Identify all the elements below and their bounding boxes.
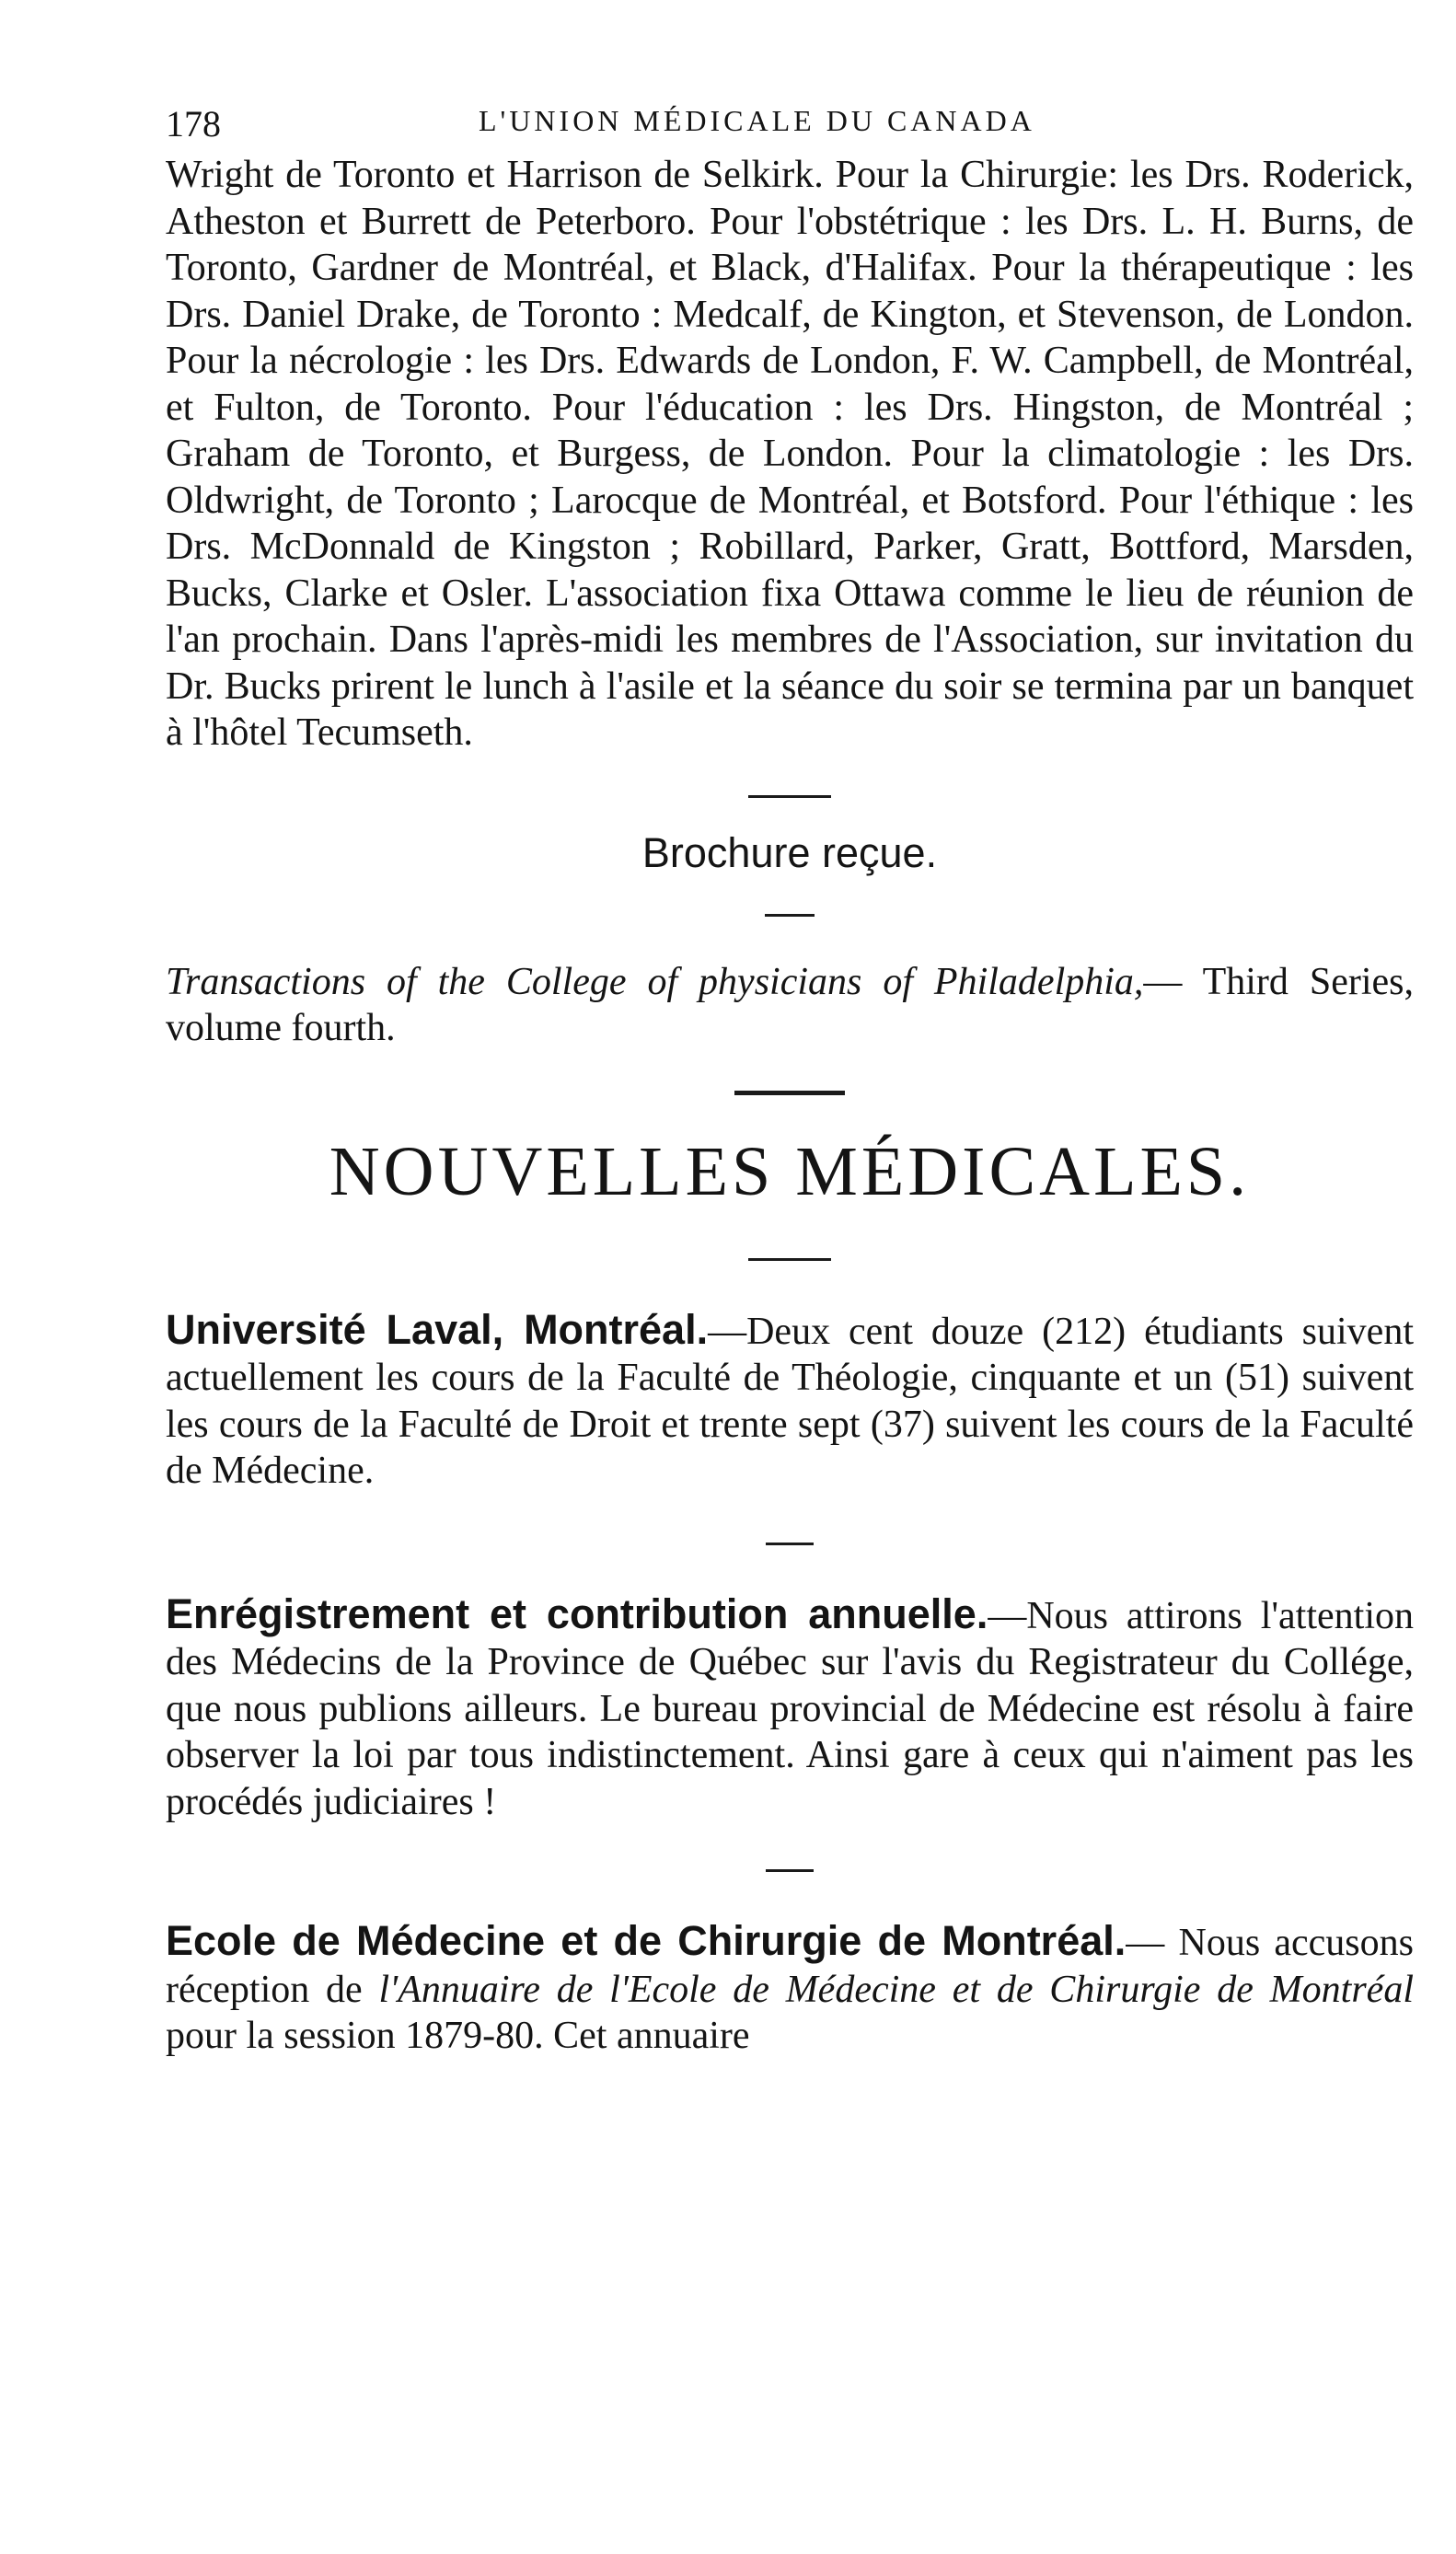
separator-rule [766,1869,814,1872]
separator-rule [765,914,815,917]
news-heading: Université Laval, Montréal. [166,1305,709,1353]
brochure-title: Transactions of the College of physicians of Philadelphia, [166,960,1144,1003]
continuation-paragraph: Wright de Toronto et Harrison de Selkirk. Pour la Chirurgie: les Drs. Roderick, Atheston et Burrett de Peterboro. Pour l'obstétrique : les Drs. L. H. Burns, de Toronto, Gardner de Montréal, et Black, d'Halifax. Pour la thérapeutique : les Drs. Daniel Drake, de Toronto : Medcalf, de Kington, et Stevenson, de London. Pour la nécrologie : les Drs. Edwards de London, F. W. Campbell, de Montréal, et Fulton, de Toronto. Pour l'éducation : les Drs. Hingston, de Montréal ; Graham de Toronto, et Burgess, de London. Pour la climatologie : les Drs. Oldwright, de Toronto ; Larocque de Montréal, et Botsford. Pour l'éthique : les Drs. McDonnald de Kingston ; Robillard, Parker, Gratt, Bottford, Marsden, Bucks, Clarke et Osler. L'association fixa Ottawa comme le lieu de réunion de l'an prochain. Dans l'après-midi les membres de l'Association, sur invitation du Dr. Bucks prirent le lunch à l'asile et la séance du soir se termina par un banquet à l'hôtel Tecumseth. [166,154,1414,754]
news-heading: Enrégistrement et contribution annuelle. [166,1589,988,1637]
running-head [166,97,1414,152]
news-item-enregistrement [166,1591,1414,1826]
journal-title: L'UNION MÉDICALE DU CANADA [479,104,1035,137]
news-body: —Deux cent douze (212) étudiants suivent actuellement les cours de la Faculté de Théologie, cinquante et un (51) suivent les cours de la Faculté de Droit et trente sept (37) suivent les cours de la Faculté de Médecine. [166,1310,1414,1492]
news-body: — Nous accusons réception de [166,1922,1414,2011]
news-item-laval [166,1307,1414,1495]
section-title: NOUVELLES MÉDICALES. [329,1132,1251,1210]
brochure-heading: Brochure reçue. [641,828,938,876]
separator-rule [748,1258,831,1261]
annuaire-title: l'Annuaire de l'Ecole de Médecine et de Chirurgie de Montréal [378,1968,1414,2011]
brochure-reference [166,959,1414,1052]
page [166,97,1414,2060]
news-body-end: pour la session 1879-80. Cet annuaire [166,2015,750,2057]
page-number: 178 [166,103,221,144]
news-item-ecole [166,1918,1414,2060]
section-rule [734,1091,845,1095]
news-body: —Nous attirons l'attention des Médecins de la Province de Québec sur l'avis du Registrateur du Collége, que nous publions ailleurs. Le bureau provincial de Médecine est résolu à faire observer la loi par tous indistinctement. Ainsi gare à ceux qui n'aiment pas les procédés judiciaires ! [166,1594,1414,1823]
news-heading: Ecole de Médecine et de Chirurgie de Montréal. [166,1917,1127,1964]
brochure-series: — Third Series, volume fourth. [166,960,1414,1049]
separator-rule [748,795,831,798]
separator-rule [766,1543,814,1545]
